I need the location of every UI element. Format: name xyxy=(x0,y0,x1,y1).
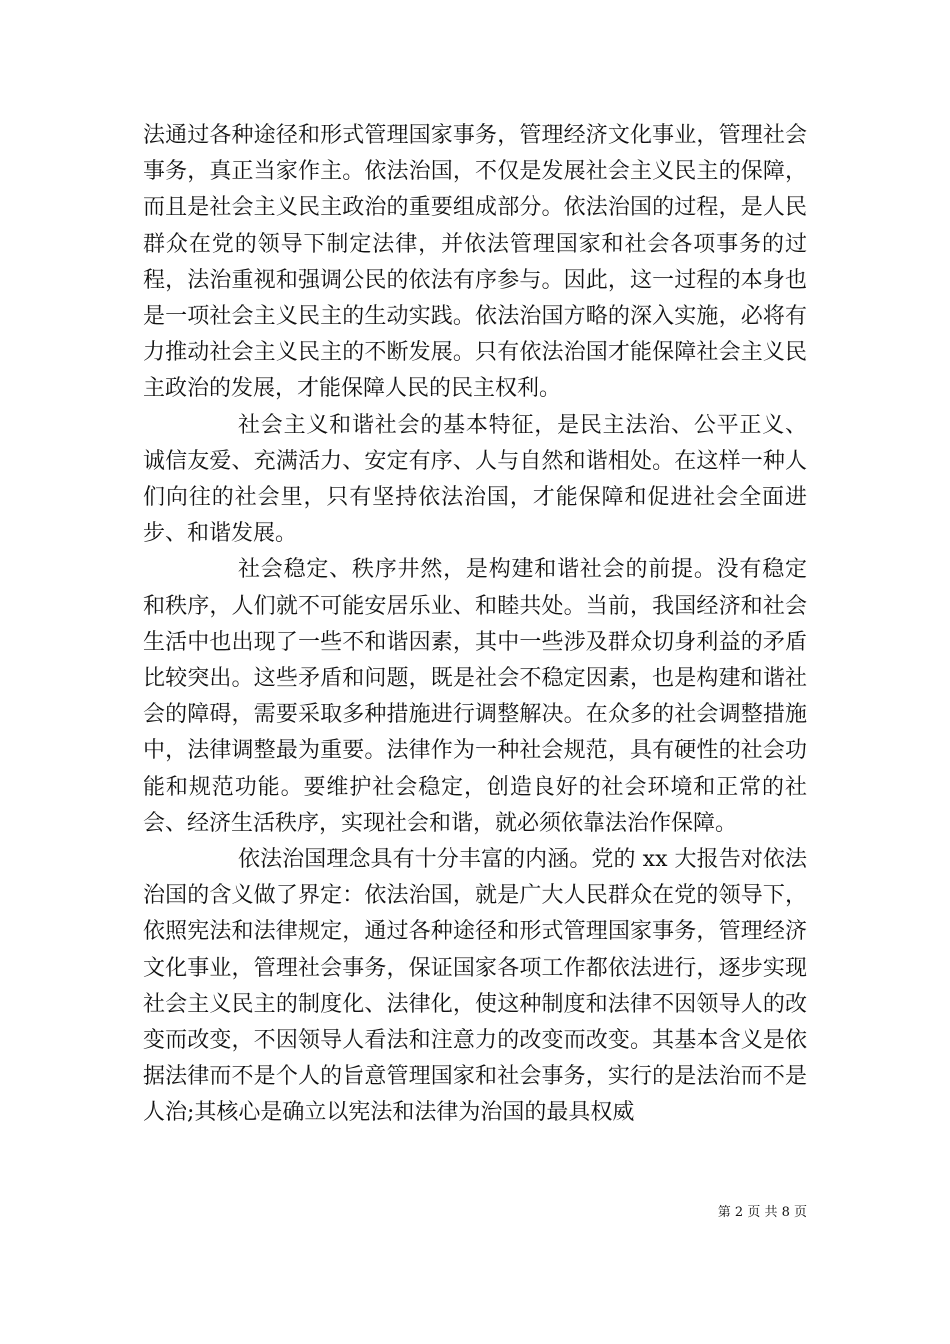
paragraph-2: 社会主义和谐社会的基本特征，是民主法治、公平正义、诚信友爱、充满活力、安定有序、人与自然和谐相处。在这样一种人们向往的社会里，只有坚持依法治国，才能保障和促进社会全面进步、和谐发展。 xyxy=(143,412,807,547)
document-body xyxy=(143,118,807,1132)
paragraph-4: 依法治国理念具有十分丰富的内涵。党的 xx 大报告对依法治国的含义做了界定：依法治国，就是广大人民群众在党的领导下，依照宪法和法律规定，通过各种途径和形式管理国家事务，管理经济文化事业，管理社会事务，保证国家各项工作都依法进行，逐步实现社会主义民主的制度化、法律化，使这种制度和法律不因领导人的改变而改变，不因领导人看法和注意力的改变而改变。其基本含义是依据法律而不是个人的旨意管理国家和社会事务，实行的是法治而不是人治;其核心是确立以宪法和法律为治国的最具权威 xyxy=(143,847,807,1126)
paragraph-3: 社会稳定、秩序井然，是构建和谐社会的前提。没有稳定和秩序，人们就不可能安居乐业、和睦共处。当前，我国经济和社会生活中也出现了一些不和谐因素，其中一些涉及群众切身利益的矛盾比较突出。这些矛盾和问题，既是社会不稳定因素，也是构建和谐社会的障碍，需要采取多种措施进行调整解决。在众多的社会调整措施中，法律调整最为重要。法律作为一种社会规范，具有硬性的社会功能和规范功能。要维护社会稳定，创造良好的社会环境和正常的社会、经济生活秩序，实现社会和谐，就必须依靠法治作保障。 xyxy=(143,557,807,836)
page-number-footer: 第 2 页 共 8 页 xyxy=(717,1205,807,1220)
paragraph-1: 法通过各种途径和形式管理国家事务，管理经济文化事业，管理社会事务，真正当家作主。依法治国，不仅是发展社会主义民主的保障，而且是社会主义民主政治的重要组成部分。依法治国的过程，是人民群众在党的领导下制定法律，并依法管理国家和社会各项事务的过程，法治重视和强调公民的依法有序参与。因此，这一过程的本身也是一项社会主义民主的生动实践。依法治国方略的深入实施，必将有力推动社会主义民主的不断发展。只有依法治国才能保障社会主义民主政治的发展，才能保障人民的民主权利。 xyxy=(143,123,807,402)
